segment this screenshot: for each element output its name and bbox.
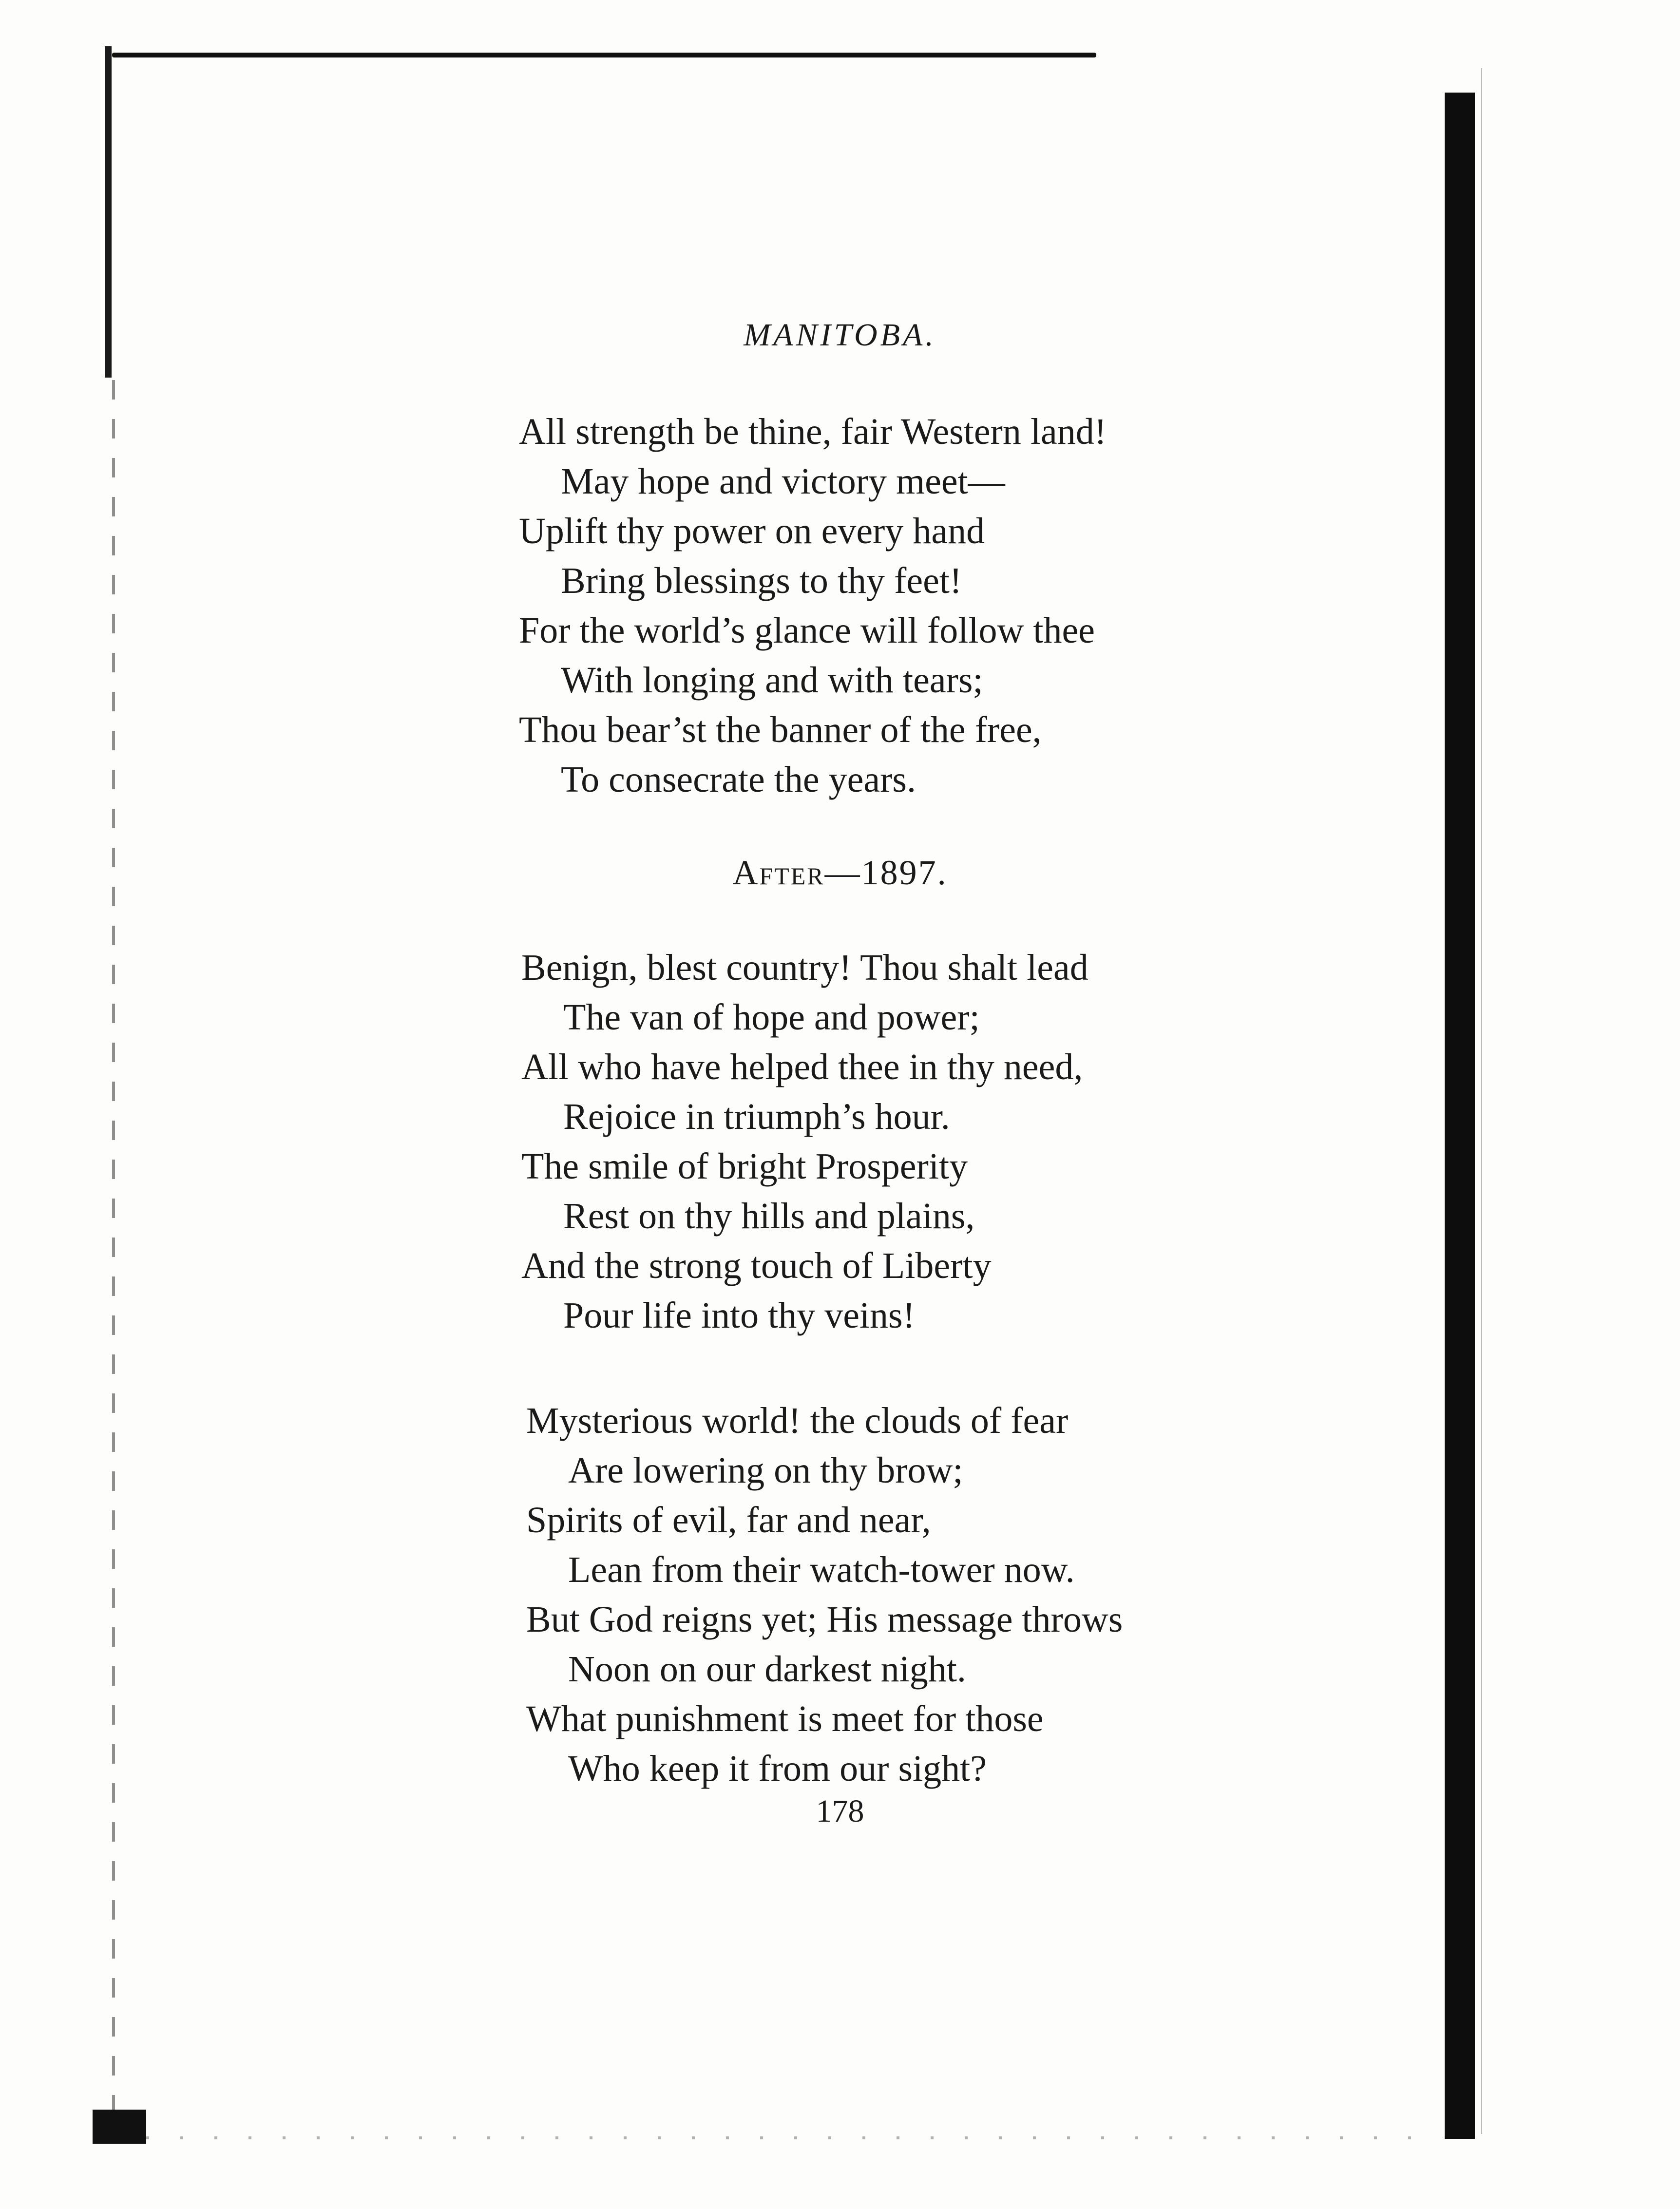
scan-smudge <box>93 2110 146 2144</box>
poem-after-stanza-2 <box>526 1396 1123 1793</box>
verse-line: All strength be thine, fair Western land! <box>519 411 1107 452</box>
verse-line: Rest on thy hills and plains, <box>563 1196 975 1237</box>
verse-line: Bring blessings to thy feet! <box>561 560 962 601</box>
poem-title-manitoba: MANITOBA. <box>744 317 936 353</box>
scan-bottom-noise <box>146 2136 1442 2139</box>
scan-margin-noise <box>112 380 115 2134</box>
poem-title-after-1897 <box>0 853 1680 893</box>
verse-line: With longing and with tears; <box>561 660 983 701</box>
verse-line: Spirits of evil, far and near, <box>526 1500 931 1541</box>
poem-title-word: After <box>732 853 825 892</box>
verse-line: All who have helped thee in thy need, <box>521 1047 1083 1087</box>
page-number: 178 <box>816 1793 864 1829</box>
verse-line: Benign, blest country! Thou shalt lead <box>521 947 1088 988</box>
verse-line: To consecrate the years. <box>561 759 916 800</box>
verse-line: But God reigns yet; His message throws <box>526 1599 1123 1640</box>
poem-manitoba-stanza <box>519 407 1107 804</box>
scan-border-right <box>1445 93 1475 2139</box>
poem-title-year: —1897. <box>824 853 948 892</box>
verse-line: The van of hope and power; <box>563 997 980 1038</box>
verse-line: May hope and victory meet— <box>561 461 1005 502</box>
poem-after-stanza-1 <box>521 943 1088 1340</box>
verse-line: Pour life into thy veins! <box>563 1295 915 1336</box>
verse-line: Are lowering on thy brow; <box>568 1450 963 1491</box>
verse-line: What punishment is meet for those <box>526 1698 1044 1739</box>
scan-border-top <box>112 53 1096 57</box>
verse-line: Lean from their watch-tower now. <box>568 1549 1075 1590</box>
verse-line: Uplift thy power on every hand <box>519 511 985 552</box>
verse-line: For the world’s glance will follow thee <box>519 610 1095 651</box>
verse-line: And the strong touch of Liberty <box>521 1245 992 1286</box>
verse-line: Rejoice in triumph’s hour. <box>563 1096 950 1137</box>
verse-line: Mysterious world! the clouds of fear <box>526 1400 1069 1441</box>
verse-line: Thou bear’st the banner of the free, <box>519 709 1042 750</box>
verse-line: Who keep it from our sight? <box>568 1748 987 1789</box>
verse-line: Noon on our darkest night. <box>568 1649 966 1690</box>
verse-line: The smile of bright Prosperity <box>521 1146 968 1187</box>
